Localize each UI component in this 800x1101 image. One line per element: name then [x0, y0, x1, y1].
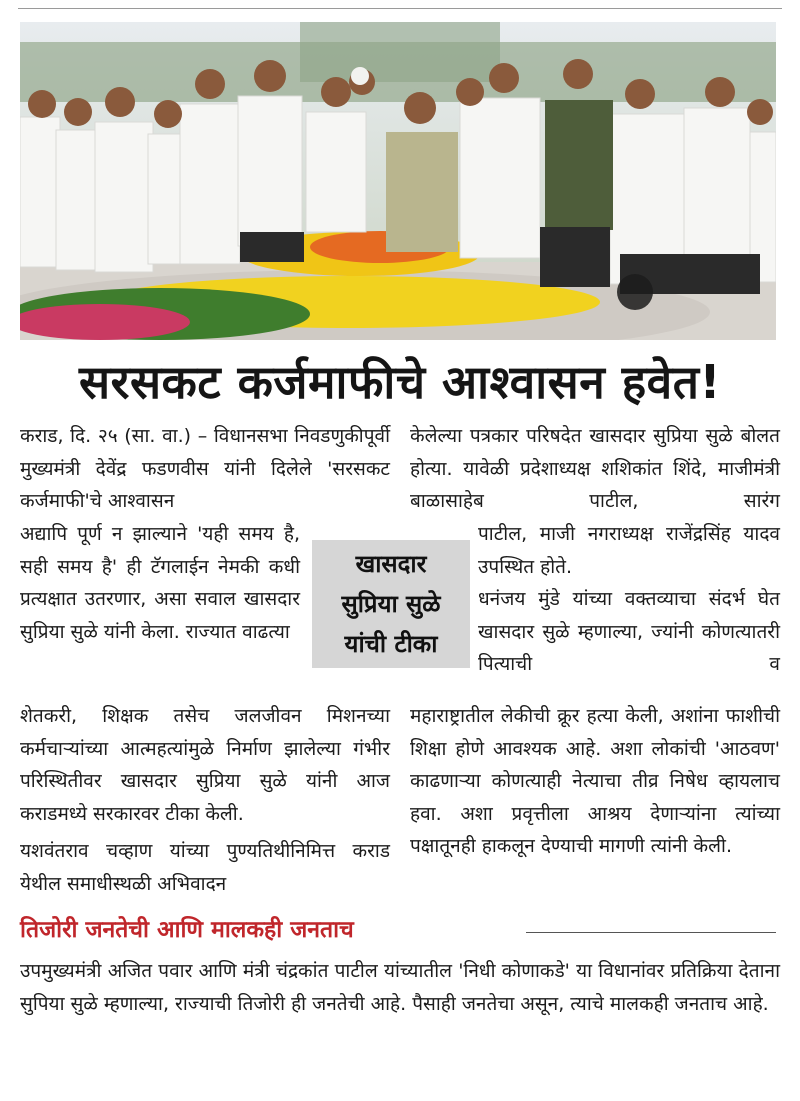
- callout-box: [312, 540, 470, 668]
- sub-article-text: उपमुख्यमंत्री अजित पवार आणि मंत्री चंद्रकांत पाटील यांच्यातील 'निधी कोणाकडे' या विधानांवर प्रतिक्रिया देताना सुपिया सुळे म्हणाल्या, राज्याची तिजोरी ही जनतेची आहे. पैसाही जनतेचा असून, त्याचे मालकही जनताच आहे.: [20, 960, 780, 1015]
- article-col2-top: केलेल्या पत्रकार परिषदेत खासदार सुप्रिया सुळे बोलत होत्या. यावेळी प्रदेशाध्यक्ष शशिकांत शिंदे, माजीमंत्री बाळासाहेब पाटील, सारंग: [410, 425, 780, 513]
- top-rule: [18, 8, 782, 9]
- article-col1-top: कराड, दि. २५ (सा. वा.) – विधानसभा निवडणुकीपूर्वी मुख्यमंत्री देवेंद्र फडणवीस यांनी दिलेले 'सरसकट कर्जमाफी'चे आश्वासन: [20, 425, 390, 513]
- article-col1-last: यशवंतराव चव्हाण यांच्या पुण्यतिथीनिमित्त कराड येथील समाधीस्थळी अभिवादन: [20, 840, 390, 895]
- photo-illustration: [20, 22, 776, 340]
- callout-line-1: खासदार: [355, 550, 427, 578]
- article-col2-wrap1: पाटील, माजी नगराध्यक्ष राजेंद्रसिंह यादव उपस्थित होते.: [478, 523, 780, 578]
- headline: सरसकट कर्जमाफीचे आश्वासन हवेत!: [79, 355, 721, 409]
- subheading: तिजोरी जनतेची आणि मालकही जनताच: [20, 917, 354, 943]
- news-photo: [20, 22, 776, 340]
- subheading-rule: [526, 932, 776, 933]
- callout-line-3: यांची टीका: [344, 630, 438, 658]
- article-col2-bottom: महाराष्ट्रातील लेकीची क्रूर हत्या केली, अशांना फाशीची शिक्षा होणे आवश्यक आहे. अशा लोकांची 'आठवण' काढणाऱ्या कोणत्याही नेत्याचा तीव्र निषेध व्हायलाच हवा. अशा प्रवृत्तीला आश्रय देणाऱ्यांना त्यांच्या पक्षातूनही हाकलून देण्याची मागणी त्यांनी केली.: [410, 705, 780, 858]
- callout-line-2: सुप्रिया सुळे: [341, 590, 441, 618]
- article-col1-wrap: अद्यापि पूर्ण न झाल्याने 'यही समय है, सही समय है' ही टॅगलाईन नेमकी कधी प्रत्यक्षात उतरणार, असा सवाल खासदार सुप्रिया सुळे यांनी केला. राज्यात वाढत्या: [20, 523, 300, 643]
- article-col2-wrap2: धनंजय मुंडे यांच्या वक्तव्याचा संदर्भ घेत खासदार सुळे म्हणाल्या, ज्यांनी कोणत्यातरी पित्याची व: [478, 588, 780, 676]
- article-col1-bottom: शेतकरी, शिक्षक तसेच जलजीवन मिशनच्या कर्मचाऱ्यांच्या आत्महत्यांमुळे निर्माण झालेल्या गंभीर परिस्थितीवर खासदार सुप्रिया सुळे यांनी आज कराडमध्ये सरकारवर टीका केली.: [20, 705, 390, 825]
